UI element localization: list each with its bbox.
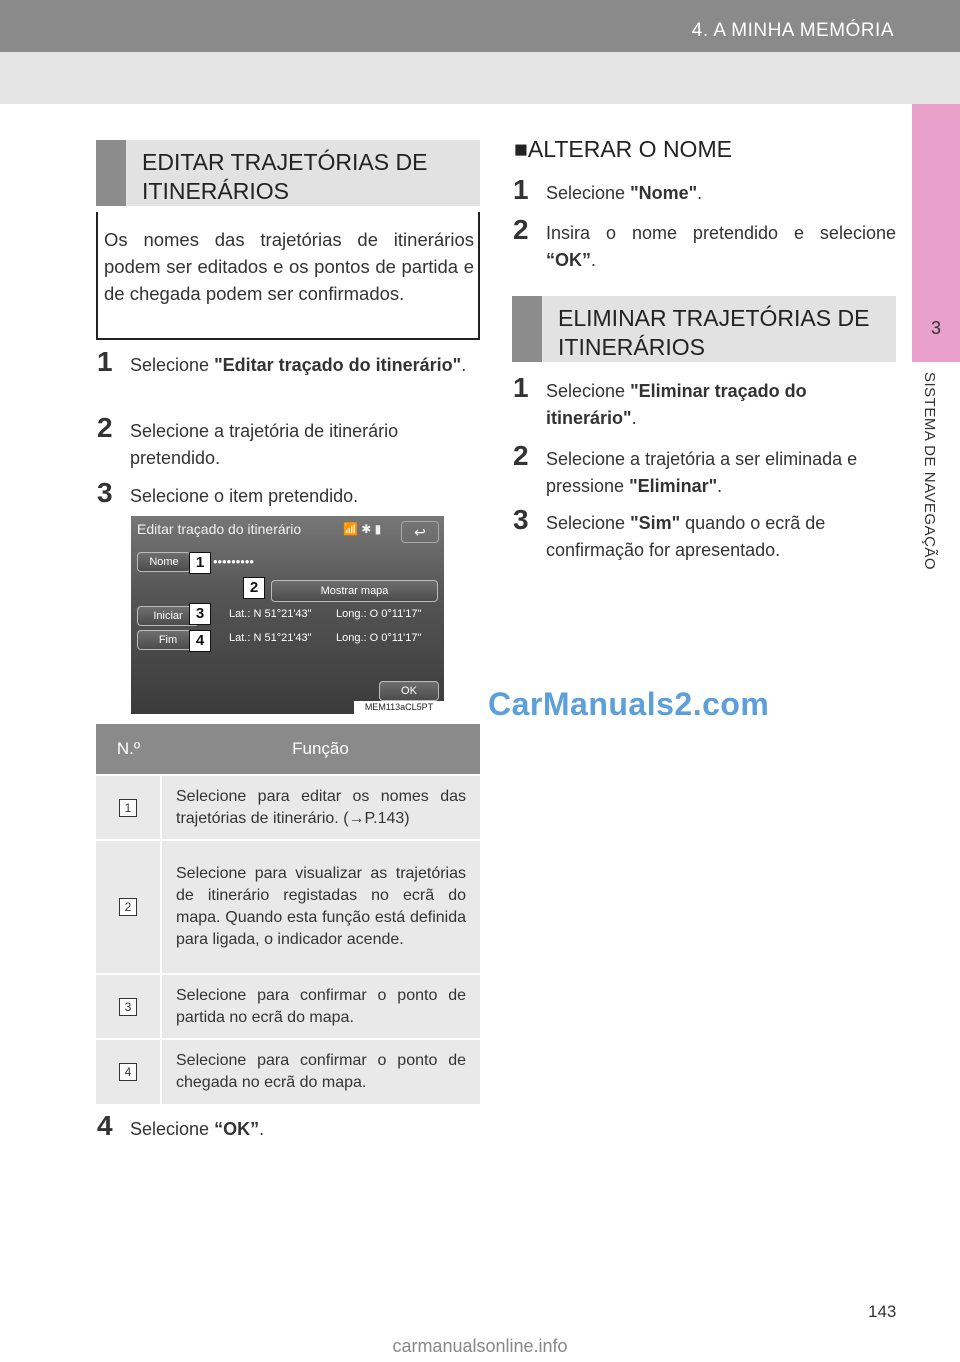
delete-step-3 bbox=[513, 504, 896, 564]
step-text: Selecione bbox=[130, 355, 215, 375]
step-text: Insira o nome pretendido e selecione bbox=[546, 223, 896, 243]
step-command: "Nome" bbox=[630, 183, 698, 203]
heading-accent-bar bbox=[512, 296, 542, 362]
step-text-end: . bbox=[461, 355, 467, 375]
callout-badge-1: 1 bbox=[189, 552, 211, 574]
step-command: "Eliminar" bbox=[629, 476, 718, 496]
footer-watermark: carmanualsonline.info bbox=[392, 1336, 568, 1356]
section-label: SISTEMA DE NAVEGAÇÃO bbox=[921, 372, 938, 571]
step-text-end: . bbox=[591, 250, 597, 270]
edit-step-1 bbox=[97, 346, 480, 379]
callout-badge-4: 4 bbox=[189, 630, 211, 652]
intro-text: Os nomes das trajetórias de itinerários podem ser editados e os pontos de partida e de chegada podem ser confirmados. bbox=[104, 229, 474, 304]
start-latitude: Lat.: N 51°21'43" bbox=[229, 608, 312, 620]
heading-accent-bar bbox=[96, 140, 126, 206]
step-command: "Editar traçado do itinerário" bbox=[214, 355, 462, 375]
iniciar-button[interactable]: Iniciar bbox=[137, 606, 199, 626]
header-band bbox=[0, 52, 960, 104]
delete-step-1 bbox=[513, 372, 896, 432]
edit-step-4 bbox=[97, 1110, 480, 1143]
step-command: “OK” bbox=[546, 250, 591, 270]
delete-step-2 bbox=[513, 440, 896, 500]
screen-title: Editar traçado do itinerário bbox=[137, 521, 302, 537]
step-text: Selecione bbox=[546, 381, 631, 401]
col-header-number: N.º bbox=[96, 724, 161, 775]
show-map-button[interactable]: Mostrar mapa bbox=[271, 580, 438, 602]
row-description: Selecione para confirmar o ponto de partida no ecrã do mapa. bbox=[161, 974, 480, 1039]
edit-step-2 bbox=[97, 412, 480, 472]
step-command: “OK” bbox=[214, 1119, 260, 1139]
step-text-end: quando o ecrã de confirmação for apresentado. bbox=[546, 513, 826, 560]
table-row bbox=[96, 840, 480, 974]
step-text: Selecione bbox=[130, 1119, 215, 1139]
image-code: MEM113aCL5PT bbox=[354, 701, 444, 714]
nome-button[interactable]: Nome bbox=[137, 552, 191, 572]
step-text: Selecione a trajetória de itinerário pretendido. bbox=[130, 421, 399, 468]
step-number: 2 bbox=[513, 214, 529, 245]
step-text: Selecione bbox=[546, 183, 631, 203]
step-number: 2 bbox=[97, 412, 113, 443]
heading-text: ELIMINAR TRAJETÓRIAS DE ITINERÁRIOS bbox=[558, 305, 870, 360]
status-icons: 📶 ✱ ▮ bbox=[343, 522, 382, 536]
step-command: "Eliminar traçado do itinerário" bbox=[546, 381, 807, 428]
col-header-function: Função bbox=[161, 724, 480, 775]
row-description: Selecione para confirmar o ponto de chegada no ecrã do mapa. bbox=[161, 1039, 480, 1104]
step-text-end: . bbox=[717, 476, 723, 496]
step-command: "Sim" bbox=[630, 513, 681, 533]
step-number: 4 bbox=[97, 1110, 113, 1141]
step-number: 1 bbox=[513, 174, 529, 205]
step-text-end: . bbox=[259, 1119, 265, 1139]
start-longitude: Long.: O 0°11'17" bbox=[336, 608, 422, 620]
section-heading-delete bbox=[512, 296, 896, 362]
callout-badge-3: 3 bbox=[189, 603, 211, 625]
rename-step-1 bbox=[513, 174, 896, 207]
step-number: 2 bbox=[513, 440, 529, 471]
row-number: 3 bbox=[119, 998, 137, 1016]
step-text: Selecione o item pretendido. bbox=[130, 486, 359, 506]
step-number: 3 bbox=[513, 504, 529, 535]
back-button[interactable]: ↩ bbox=[401, 521, 439, 543]
step-number: 1 bbox=[513, 372, 529, 403]
screen-illustration bbox=[131, 516, 444, 714]
row-number: 4 bbox=[119, 1063, 137, 1081]
step-text-end: . bbox=[697, 183, 703, 203]
step-text-end: . bbox=[631, 408, 637, 428]
row-description: Selecione para visualizar as trajetórias de itinerário registadas no ecrã do mapa. Quando esta função está definida para ligada, o indicador acende. bbox=[161, 840, 480, 974]
section-number: 3 bbox=[930, 318, 941, 338]
end-longitude: Long.: O 0°11'17" bbox=[336, 632, 422, 644]
table-row bbox=[96, 974, 480, 1039]
page-number: 143 bbox=[868, 1302, 897, 1321]
intro-box bbox=[96, 212, 480, 340]
watermark: CarManuals2.com bbox=[488, 686, 770, 722]
step-number: 3 bbox=[97, 477, 113, 508]
edit-step-3 bbox=[97, 477, 480, 510]
step-number: 1 bbox=[97, 346, 113, 377]
nome-value: ••••••••• bbox=[213, 554, 254, 569]
subheading-rename: ■ALTERAR O NOME bbox=[514, 136, 732, 162]
row-number: 1 bbox=[119, 799, 137, 817]
row-description: Selecione para editar os nomes das trajetórias de itinerário. (→P.143) bbox=[161, 775, 480, 840]
table-row bbox=[96, 1039, 480, 1104]
fim-button[interactable]: Fim bbox=[137, 630, 199, 650]
row-number: 2 bbox=[119, 898, 137, 916]
ok-button[interactable]: OK bbox=[379, 681, 439, 701]
callout-badge-2: 2 bbox=[243, 577, 265, 599]
heading-text: EDITAR TRAJETÓRIAS DE ITINERÁRIOS bbox=[142, 149, 428, 204]
step-text: Selecione a trajetória a ser eliminada e pressione bbox=[546, 449, 858, 496]
step-text: Selecione bbox=[546, 513, 631, 533]
chapter-title: 4. A MINHA MEMÓRIA bbox=[691, 20, 894, 41]
end-latitude: Lat.: N 51°21'43" bbox=[229, 632, 312, 644]
section-heading-edit bbox=[96, 140, 480, 206]
function-table bbox=[96, 724, 480, 1104]
rename-step-2 bbox=[513, 214, 896, 274]
table-row bbox=[96, 775, 480, 840]
